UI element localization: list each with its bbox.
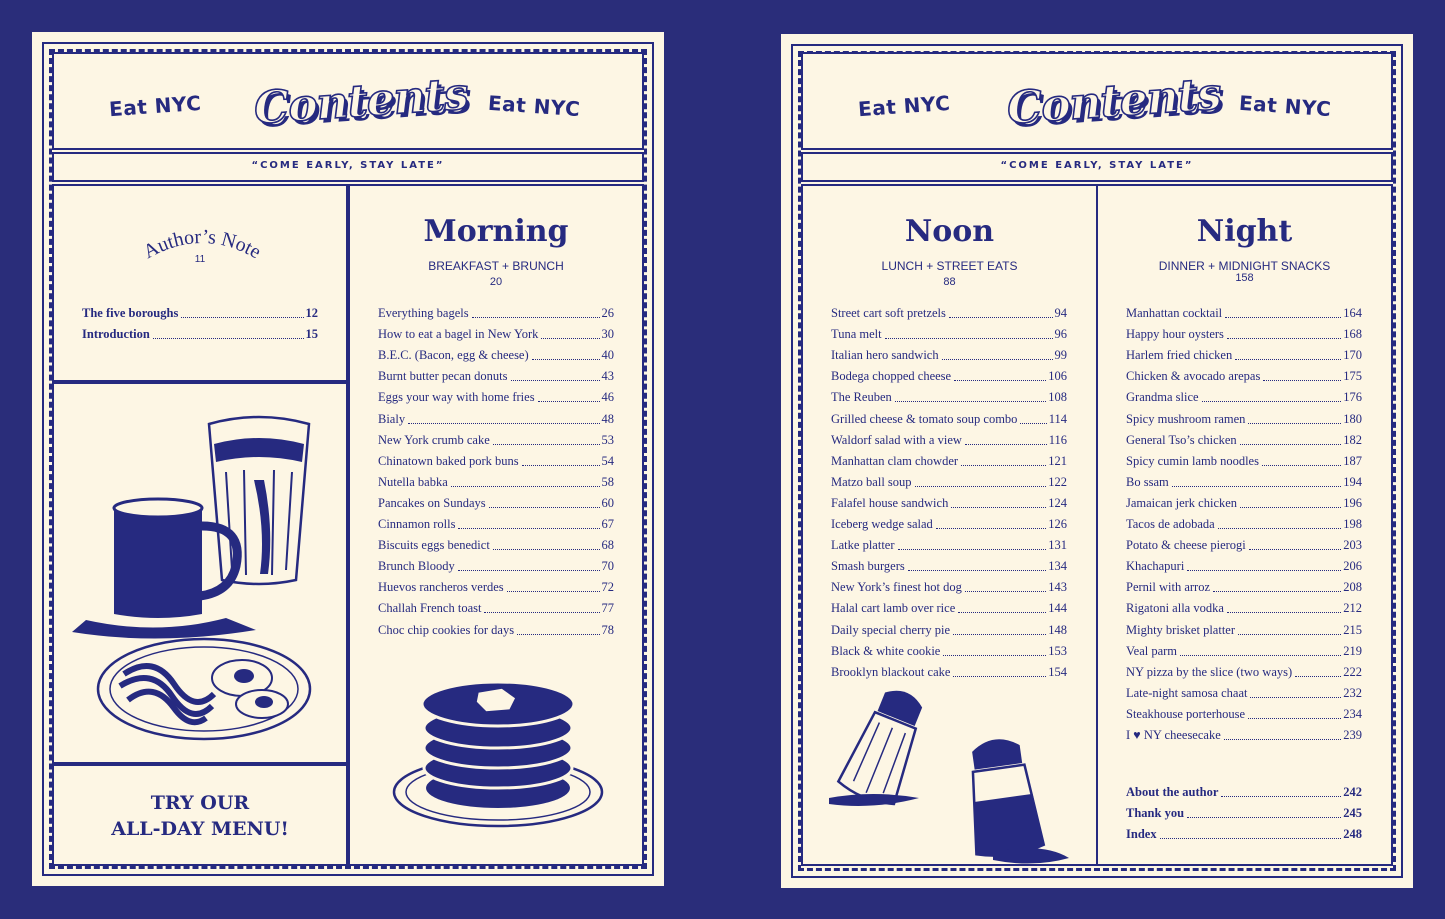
- toc-entry-page: 232: [1343, 685, 1362, 700]
- toc-entry-page: 148: [1048, 622, 1067, 637]
- toc-entry-page: 53: [601, 432, 614, 447]
- toc-entry[interactable]: [1126, 616, 1362, 637]
- toc-entry[interactable]: [378, 532, 614, 553]
- toc-entry-page: 68: [601, 538, 614, 553]
- toc-entry-label: Bo ssam: [1126, 474, 1169, 489]
- toc-entry-page: 58: [601, 474, 614, 489]
- toc-entry-label: Veal parm: [1126, 643, 1178, 658]
- night-section: [1096, 184, 1393, 866]
- toc-entry-label: Chinatown baked pork buns: [378, 453, 519, 468]
- dot-leader: [1249, 549, 1341, 550]
- toc-entry-label: Brunch Bloody: [378, 559, 455, 574]
- toc-entry[interactable]: [831, 659, 1067, 680]
- dot-leader: [1020, 423, 1046, 424]
- toc-entry[interactable]: [1126, 300, 1362, 321]
- toc-entry-label: Spicy mushroom ramen: [1126, 411, 1246, 426]
- promo-text: [54, 790, 346, 842]
- dot-leader: [517, 634, 599, 635]
- toc-entry[interactable]: [831, 469, 1067, 490]
- toc-entry[interactable]: [378, 490, 614, 511]
- dot-leader: [522, 465, 600, 466]
- dot-leader: [965, 444, 1047, 445]
- toc-entry-label: Khachapuri: [1126, 559, 1185, 574]
- night-title: Night: [1196, 214, 1293, 249]
- toc-entry-label: Tacos de adobada: [1126, 517, 1215, 532]
- toc-entry-label: Challah French toast: [378, 601, 482, 616]
- authors-note-page: 11: [194, 254, 206, 265]
- dot-leader: [1248, 423, 1341, 424]
- toc-entry[interactable]: [1126, 469, 1362, 490]
- tagline: “COME EARLY, STAY LATE”: [251, 160, 445, 171]
- toc-entry[interactable]: [378, 405, 614, 426]
- toc-entry-page: 170: [1343, 348, 1362, 363]
- dot-leader: [1160, 838, 1342, 839]
- toc-entry-label: Manhattan cocktail: [1126, 306, 1223, 321]
- toc-entry[interactable]: [378, 300, 614, 321]
- dot-leader: [493, 549, 600, 550]
- toc-entry-label: Pancakes on Sundays: [378, 495, 486, 510]
- tagline-box: [52, 152, 644, 182]
- toc-entry-page: 245: [1343, 806, 1362, 821]
- noon-subtitle: LUNCH + STREET EATS: [881, 259, 1018, 273]
- toc-entry-label: Rigatoni alla vodka: [1126, 601, 1224, 616]
- toc-entry[interactable]: [378, 469, 614, 490]
- toc-entry-label: Thank you: [1126, 806, 1185, 821]
- toc-entry-page: 121: [1048, 453, 1067, 468]
- toc-entry-page: 43: [601, 369, 614, 384]
- toc-entry[interactable]: [831, 342, 1067, 363]
- tagline-box: [801, 152, 1393, 182]
- noon-section: [801, 184, 1098, 866]
- toc-entry-label: Falafel house sandwich: [831, 495, 949, 510]
- toc-entry-page: 30: [601, 327, 614, 342]
- dot-leader: [484, 612, 599, 613]
- toc-entry[interactable]: [82, 321, 318, 342]
- toc-entry[interactable]: [378, 321, 614, 342]
- toc-entry[interactable]: [831, 427, 1067, 448]
- toc-entry-label: New York’s finest hot dog: [831, 580, 962, 595]
- toc-entry[interactable]: [831, 532, 1067, 553]
- toc-entry-page: 122: [1048, 474, 1067, 489]
- toc-entry-page: 40: [601, 348, 614, 363]
- dot-leader: [949, 317, 1053, 318]
- toc-entry-label: NY pizza by the slice (two ways): [1126, 664, 1293, 679]
- morning-title: Morning: [423, 214, 569, 249]
- dot-leader: [1238, 634, 1341, 635]
- toc-entry-page: 222: [1343, 664, 1362, 679]
- toc-entry-label: Choc chip cookies for days: [378, 622, 515, 637]
- toc-entry-label: Italian hero sandwich: [831, 348, 939, 363]
- toc-entry-page: 212: [1343, 601, 1362, 616]
- toc-entry-label: Halal cart lamb over rice: [831, 601, 956, 616]
- toc-entry-label: Chicken & avocado arepas: [1126, 369, 1261, 384]
- dot-leader: [1240, 444, 1342, 445]
- toc-entry-page: 180: [1343, 411, 1362, 426]
- toc-entry-page: 77: [601, 601, 614, 616]
- toc-entry[interactable]: [1126, 321, 1362, 342]
- dot-leader: [965, 591, 1046, 592]
- brand-left: Eat NYC: [108, 90, 203, 122]
- morning-subtitle: BREAKFAST + BRUNCH: [428, 259, 564, 273]
- dot-leader: [942, 359, 1053, 360]
- toc-entry[interactable]: [1126, 821, 1362, 842]
- toc-entry-label: Latke platter: [831, 538, 895, 553]
- dot-leader: [885, 338, 1053, 339]
- toc-entry[interactable]: [831, 574, 1067, 595]
- dot-leader: [953, 634, 1046, 635]
- toc-entry-label: Mighty brisket platter: [1126, 622, 1236, 637]
- toc-entry-label: Biscuits eggs benedict: [378, 538, 490, 553]
- toc-entry-label: Jamaican jerk chicken: [1126, 495, 1238, 510]
- toc-entry[interactable]: [1126, 722, 1362, 743]
- toc-entry-label: Matzo ball soup: [831, 474, 912, 489]
- dot-leader: [958, 612, 1046, 613]
- back-matter-list: [1126, 779, 1362, 842]
- dot-leader: [895, 401, 1047, 402]
- toc-entry-label: Everything bagels: [378, 306, 469, 321]
- toc-entry-page: 72: [601, 580, 614, 595]
- toc-entry[interactable]: [1126, 779, 1362, 800]
- toc-entry-page: 164: [1343, 306, 1362, 321]
- dot-leader: [898, 549, 1047, 550]
- dot-leader: [1213, 591, 1341, 592]
- dot-leader: [943, 655, 1046, 656]
- morning-page: 20: [489, 276, 503, 288]
- intro-list: [82, 300, 318, 342]
- toc-entry-page: 67: [601, 517, 614, 532]
- toc-entry-page: 54: [601, 453, 614, 468]
- toc-entry-label: Huevos rancheros verdes: [378, 580, 504, 595]
- dot-leader: [1224, 739, 1341, 740]
- toc-entry-page: 175: [1343, 369, 1362, 384]
- toc-entry[interactable]: [378, 363, 614, 384]
- toc-entry-page: 206: [1343, 559, 1362, 574]
- toc-entry-page: 248: [1343, 827, 1362, 842]
- right-page: [781, 34, 1413, 888]
- toc-entry[interactable]: [1126, 363, 1362, 384]
- dot-leader: [908, 570, 1047, 571]
- toc-entry-page: 124: [1048, 495, 1067, 510]
- dot-leader: [953, 676, 1046, 677]
- dot-leader: [1187, 817, 1341, 818]
- toc-entry-page: 70: [601, 559, 614, 574]
- toc-entry-label: General Tso’s chicken: [1126, 432, 1237, 447]
- dot-leader: [954, 380, 1046, 381]
- toc-entry-page: 242: [1343, 785, 1362, 800]
- noon-list: [831, 300, 1067, 680]
- header-box: [801, 52, 1393, 150]
- salt-shaker-icon: [833, 686, 933, 816]
- pancake-stack-icon: [390, 680, 610, 830]
- toc-entry-page: 239: [1343, 727, 1362, 742]
- toc-entry-page: 46: [601, 390, 614, 405]
- toc-entry[interactable]: [1126, 680, 1362, 701]
- dot-leader: [532, 359, 600, 360]
- dot-leader: [1180, 655, 1341, 656]
- toc-entry[interactable]: [1126, 659, 1362, 680]
- toc-entry-label: Black & white cookie: [831, 643, 941, 658]
- morning-list: [378, 300, 614, 638]
- toc-entry[interactable]: [1126, 405, 1362, 426]
- toc-entry-label: Street cart soft pretzels: [831, 306, 946, 321]
- page-title: Contents: [1005, 68, 1223, 135]
- toc-entry-label: Cinnamon rolls: [378, 517, 456, 532]
- toc-entry[interactable]: [831, 553, 1067, 574]
- authors-note-arc-title: [54, 198, 350, 278]
- toc-entry-page: 154: [1048, 664, 1067, 679]
- toc-entry[interactable]: [378, 342, 614, 363]
- morning-section: [348, 184, 644, 866]
- dot-leader: [408, 423, 599, 424]
- toc-entry-label: Eggs your way with home fries: [378, 390, 535, 405]
- dot-leader: [507, 591, 600, 592]
- toc-entry[interactable]: [378, 595, 614, 616]
- toc-entry-label: The five boroughs: [82, 306, 179, 321]
- toc-entry-label: Burnt butter pecan donuts: [378, 369, 508, 384]
- toc-entry[interactable]: [1126, 638, 1362, 659]
- dot-leader: [1262, 465, 1341, 466]
- dot-leader: [936, 528, 1046, 529]
- pepper-shaker-icon: [953, 734, 1073, 864]
- dot-leader: [961, 465, 1046, 466]
- night-subtitle: DINNER + MIDNIGHT SNACKS: [1158, 259, 1331, 273]
- noon-title: Noon: [904, 214, 995, 249]
- toc-entry[interactable]: [1126, 595, 1362, 616]
- dot-leader: [1240, 507, 1341, 508]
- dot-leader: [1295, 676, 1341, 677]
- toc-entry[interactable]: [831, 638, 1067, 659]
- toc-entry-page: 106: [1048, 369, 1067, 384]
- promo-line-1: TRY OUR: [150, 792, 250, 814]
- toc-entry-label: Smash burgers: [831, 559, 905, 574]
- dot-leader: [1235, 359, 1341, 360]
- toc-entry[interactable]: [831, 321, 1067, 342]
- toc-entry-label: Waldorf salad with a view: [831, 432, 962, 447]
- tagline: “COME EARLY, STAY LATE”: [1000, 160, 1194, 171]
- toc-entry[interactable]: [378, 616, 614, 637]
- toc-entry-label: Pernil with arroz: [1126, 580, 1211, 595]
- dot-leader: [489, 507, 600, 508]
- toc-entry-page: 215: [1343, 622, 1362, 637]
- toc-entry-label: Index: [1126, 827, 1157, 842]
- dot-leader: [1187, 570, 1341, 571]
- toc-entry[interactable]: [831, 448, 1067, 469]
- dot-leader: [1227, 338, 1341, 339]
- dot-leader: [181, 317, 303, 318]
- toc-entry[interactable]: [1126, 511, 1362, 532]
- dot-leader: [458, 528, 599, 529]
- noon-page: 88: [943, 276, 956, 288]
- dot-leader: [153, 338, 304, 339]
- toc-entry-label: Grilled cheese & tomato soup combo: [831, 411, 1018, 426]
- dot-leader: [1227, 612, 1341, 613]
- toc-entry[interactable]: [1126, 384, 1362, 405]
- dot-leader: [472, 317, 600, 318]
- toc-entry[interactable]: [831, 363, 1067, 384]
- toc-entry[interactable]: [831, 405, 1067, 426]
- toc-entry[interactable]: [1126, 448, 1362, 469]
- toc-entry-label: Spicy cumin lamb noodles: [1126, 453, 1259, 468]
- page-title: Contents: [252, 68, 470, 135]
- dot-leader: [1225, 317, 1341, 318]
- toc-entry-label: Tuna melt: [831, 327, 882, 342]
- toc-entry-page: 60: [601, 495, 614, 510]
- toc-entry[interactable]: [1126, 553, 1362, 574]
- toc-entry-page: 198: [1343, 517, 1362, 532]
- toc-entry-page: 219: [1343, 643, 1362, 658]
- toc-entry[interactable]: [82, 300, 318, 321]
- night-list: [1126, 300, 1362, 743]
- bacon-eggs-plate-icon: [94, 634, 314, 744]
- toc-entry-label: Nutella babka: [378, 474, 448, 489]
- toc-entry-page: 203: [1343, 538, 1362, 553]
- toc-entry-page: 26: [601, 306, 614, 321]
- toc-entry-page: 187: [1343, 453, 1362, 468]
- toc-entry-label: Brooklyn blackout cake: [831, 664, 951, 679]
- toc-entry-label: Potato & cheese pierogi: [1126, 538, 1246, 553]
- toc-entry[interactable]: [831, 384, 1067, 405]
- toc-entry[interactable]: [1126, 427, 1362, 448]
- toc-entry[interactable]: [378, 384, 614, 405]
- toc-entry-page: 78: [601, 622, 614, 637]
- toc-entry-page: 182: [1343, 432, 1362, 447]
- toc-entry[interactable]: [378, 553, 614, 574]
- toc-entry[interactable]: [831, 300, 1067, 321]
- toc-entry[interactable]: [831, 511, 1067, 532]
- toc-entry-page: 96: [1054, 327, 1067, 342]
- dot-leader: [1250, 697, 1341, 698]
- dot-leader: [1248, 718, 1341, 719]
- toc-entry-label: Grandma slice: [1126, 390, 1199, 405]
- promo-box: [52, 764, 348, 866]
- toc-entry[interactable]: [1126, 532, 1362, 553]
- toc-entry-page: 114: [1048, 411, 1067, 426]
- toc-entry[interactable]: [831, 490, 1067, 511]
- toc-entry-page: 99: [1054, 348, 1067, 363]
- toc-entry[interactable]: [378, 427, 614, 448]
- authors-note-title: Author’s Note: [139, 225, 265, 264]
- dot-leader: [511, 380, 600, 381]
- dot-leader: [451, 486, 600, 487]
- toc-entry-page: 15: [305, 327, 318, 342]
- toc-entry[interactable]: [1126, 701, 1362, 722]
- brand-right: Eat NYC: [1238, 90, 1333, 122]
- toc-entry-label: Harlem fried chicken: [1126, 348, 1233, 363]
- toc-entry-page: 196: [1343, 495, 1362, 510]
- toc-entry-page: 108: [1048, 390, 1067, 405]
- toc-entry-label: Steakhouse porterhouse: [1126, 706, 1246, 721]
- dot-leader: [951, 507, 1046, 508]
- toc-entry[interactable]: [831, 616, 1067, 637]
- toc-entry-label: Happy hour oysters: [1126, 327, 1224, 342]
- toc-entry-page: 144: [1048, 601, 1067, 616]
- toc-entry[interactable]: [378, 448, 614, 469]
- toc-entry-page: 48: [601, 411, 614, 426]
- toc-entry-label: Introduction: [82, 327, 150, 342]
- toc-entry[interactable]: [1126, 800, 1362, 821]
- toc-entry[interactable]: [378, 511, 614, 532]
- breakfast-illustration-box: [52, 382, 348, 764]
- dot-leader: [1172, 486, 1342, 487]
- brand-left: Eat NYC: [857, 90, 952, 122]
- dot-leader: [541, 338, 599, 339]
- toc-entry-page: 208: [1343, 580, 1362, 595]
- toc-entry-label: Daily special cherry pie: [831, 622, 951, 637]
- toc-entry-label: About the author: [1126, 785, 1219, 800]
- toc-entry-label: How to eat a bagel in New York: [378, 327, 539, 342]
- dot-leader: [538, 401, 600, 402]
- dot-leader: [915, 486, 1047, 487]
- dot-leader: [1221, 796, 1341, 797]
- header-box: [52, 52, 644, 150]
- dot-leader: [1202, 401, 1342, 402]
- toc-entry-page: 176: [1343, 390, 1362, 405]
- toc-entry-page: 168: [1343, 327, 1362, 342]
- toc-entry-page: 234: [1343, 706, 1362, 721]
- toc-entry[interactable]: [1126, 490, 1362, 511]
- toc-entry-page: 116: [1048, 432, 1067, 447]
- dot-leader: [1218, 528, 1342, 529]
- toc-entry-label: Late-night samosa chaat: [1126, 685, 1248, 700]
- dot-leader: [493, 444, 600, 445]
- toc-entry[interactable]: [1126, 574, 1362, 595]
- toc-entry-page: 94: [1054, 306, 1067, 321]
- toc-entry-label: The Reuben: [831, 390, 892, 405]
- toc-entry[interactable]: [378, 574, 614, 595]
- coffee-mug-icon: [96, 496, 246, 626]
- toc-entry-label: Bodega chopped cheese: [831, 369, 952, 384]
- toc-entry-page: 131: [1048, 538, 1067, 553]
- toc-entry-label: New York crumb cake: [378, 432, 490, 447]
- toc-entry-page: 126: [1048, 517, 1067, 532]
- authors-note-box: [52, 184, 348, 382]
- night-page: 158: [1235, 272, 1254, 284]
- toc-entry-label: I ♥ NY cheesecake: [1126, 727, 1221, 742]
- dot-leader: [1263, 380, 1341, 381]
- brand-right: Eat NYC: [487, 90, 582, 122]
- toc-entry-page: 134: [1048, 559, 1067, 574]
- toc-entry-label: Manhattan clam chowder: [831, 453, 959, 468]
- promo-line-2: ALL-DAY MENU!: [111, 818, 289, 840]
- toc-entry-label: B.E.C. (Bacon, egg & cheese): [378, 348, 529, 363]
- toc-entry-label: Bialy: [378, 411, 406, 426]
- toc-entry-page: 143: [1048, 580, 1067, 595]
- toc-entry-label: Iceberg wedge salad: [831, 517, 933, 532]
- toc-entry[interactable]: [831, 595, 1067, 616]
- toc-entry-page: 12: [305, 306, 318, 321]
- left-page: [32, 32, 664, 886]
- toc-entry[interactable]: [1126, 342, 1362, 363]
- toc-entry-page: 194: [1343, 474, 1362, 489]
- toc-entry-page: 153: [1048, 643, 1067, 658]
- dot-leader: [458, 570, 600, 571]
